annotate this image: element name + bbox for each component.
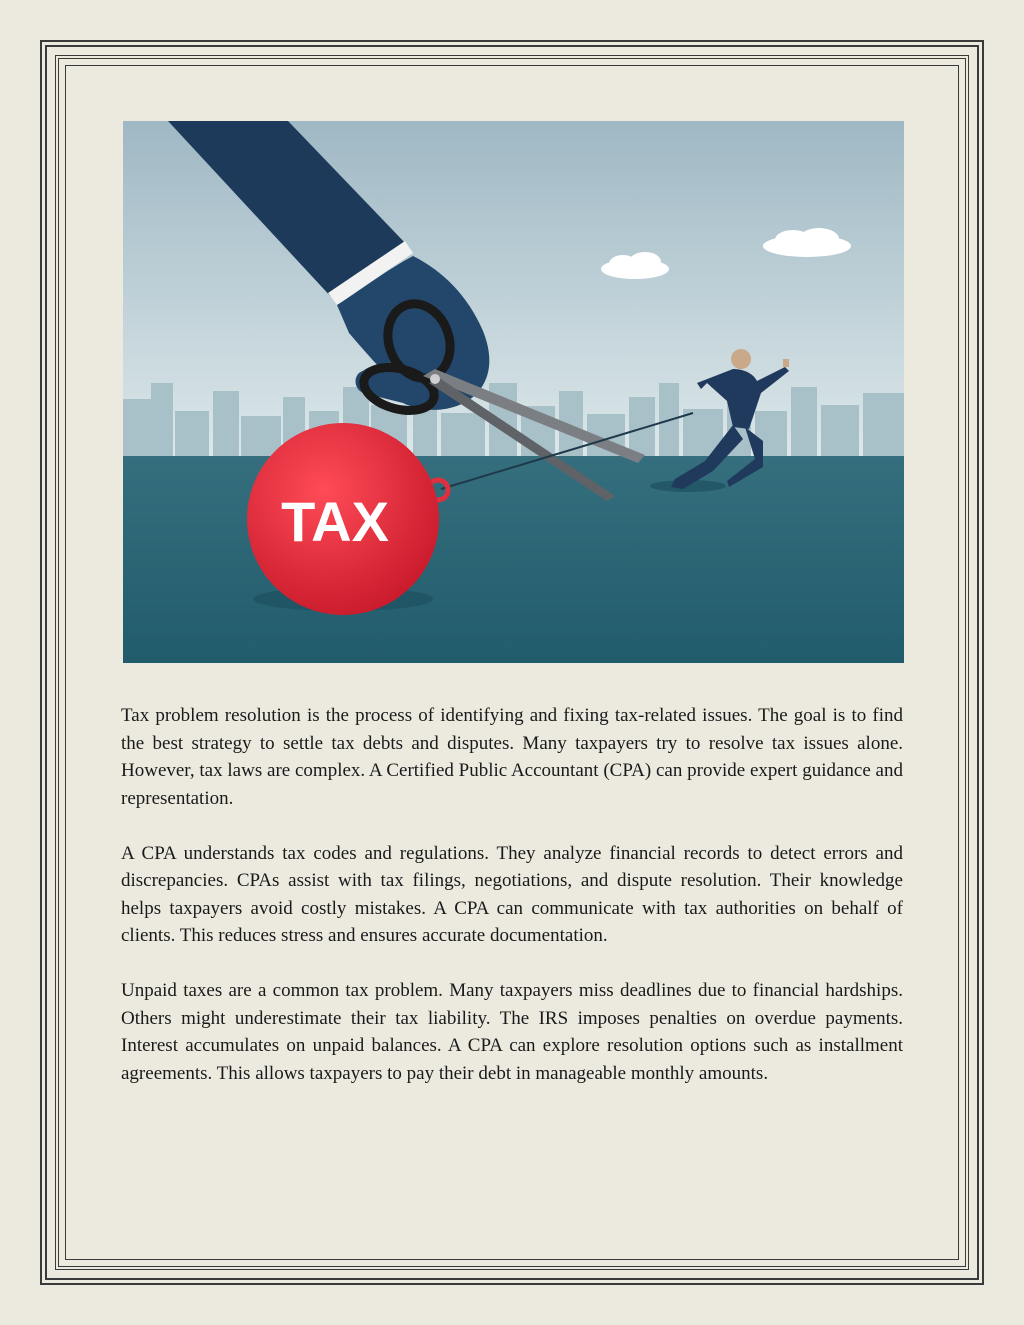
paragraph-2: A CPA understands tax codes and regulations. They analyze financial records to detect errors and discrepancies. CPAs assist with tax filings, negotiations, and dispute resolution. Their knowledge helps taxpayers avoid costly mistakes. A CPA can communicate with tax authorities on behalf of clients. This reduces stress and ensures accurate documentation. (121, 842, 903, 946)
paragraph-3: Unpaid taxes are a common tax problem. Many taxpayers miss deadlines due to financial hardships. Others might underestimate their tax liability. The IRS imposes penalties on overdue payments. Interest accumulates on unpaid balances. A CPA can explore resolution options such as installment agreements. This allows taxpayers to pay their debt in manageable monthly amounts. (121, 980, 903, 1084)
tax-illustration (123, 121, 904, 663)
ground (123, 456, 904, 663)
tax-ball-label: TAX (281, 490, 389, 553)
article-body (121, 702, 903, 1115)
paragraph-1: Tax problem resolution is the process of identifying and fixing tax-related issues. The goal is to find the best strategy to settle tax debts and disputes. Many taxpayers try to resolve tax issues alone. However, tax laws are complex. A Certified Public Accountant (CPA) can provide expert guidance and representation. (121, 705, 903, 809)
